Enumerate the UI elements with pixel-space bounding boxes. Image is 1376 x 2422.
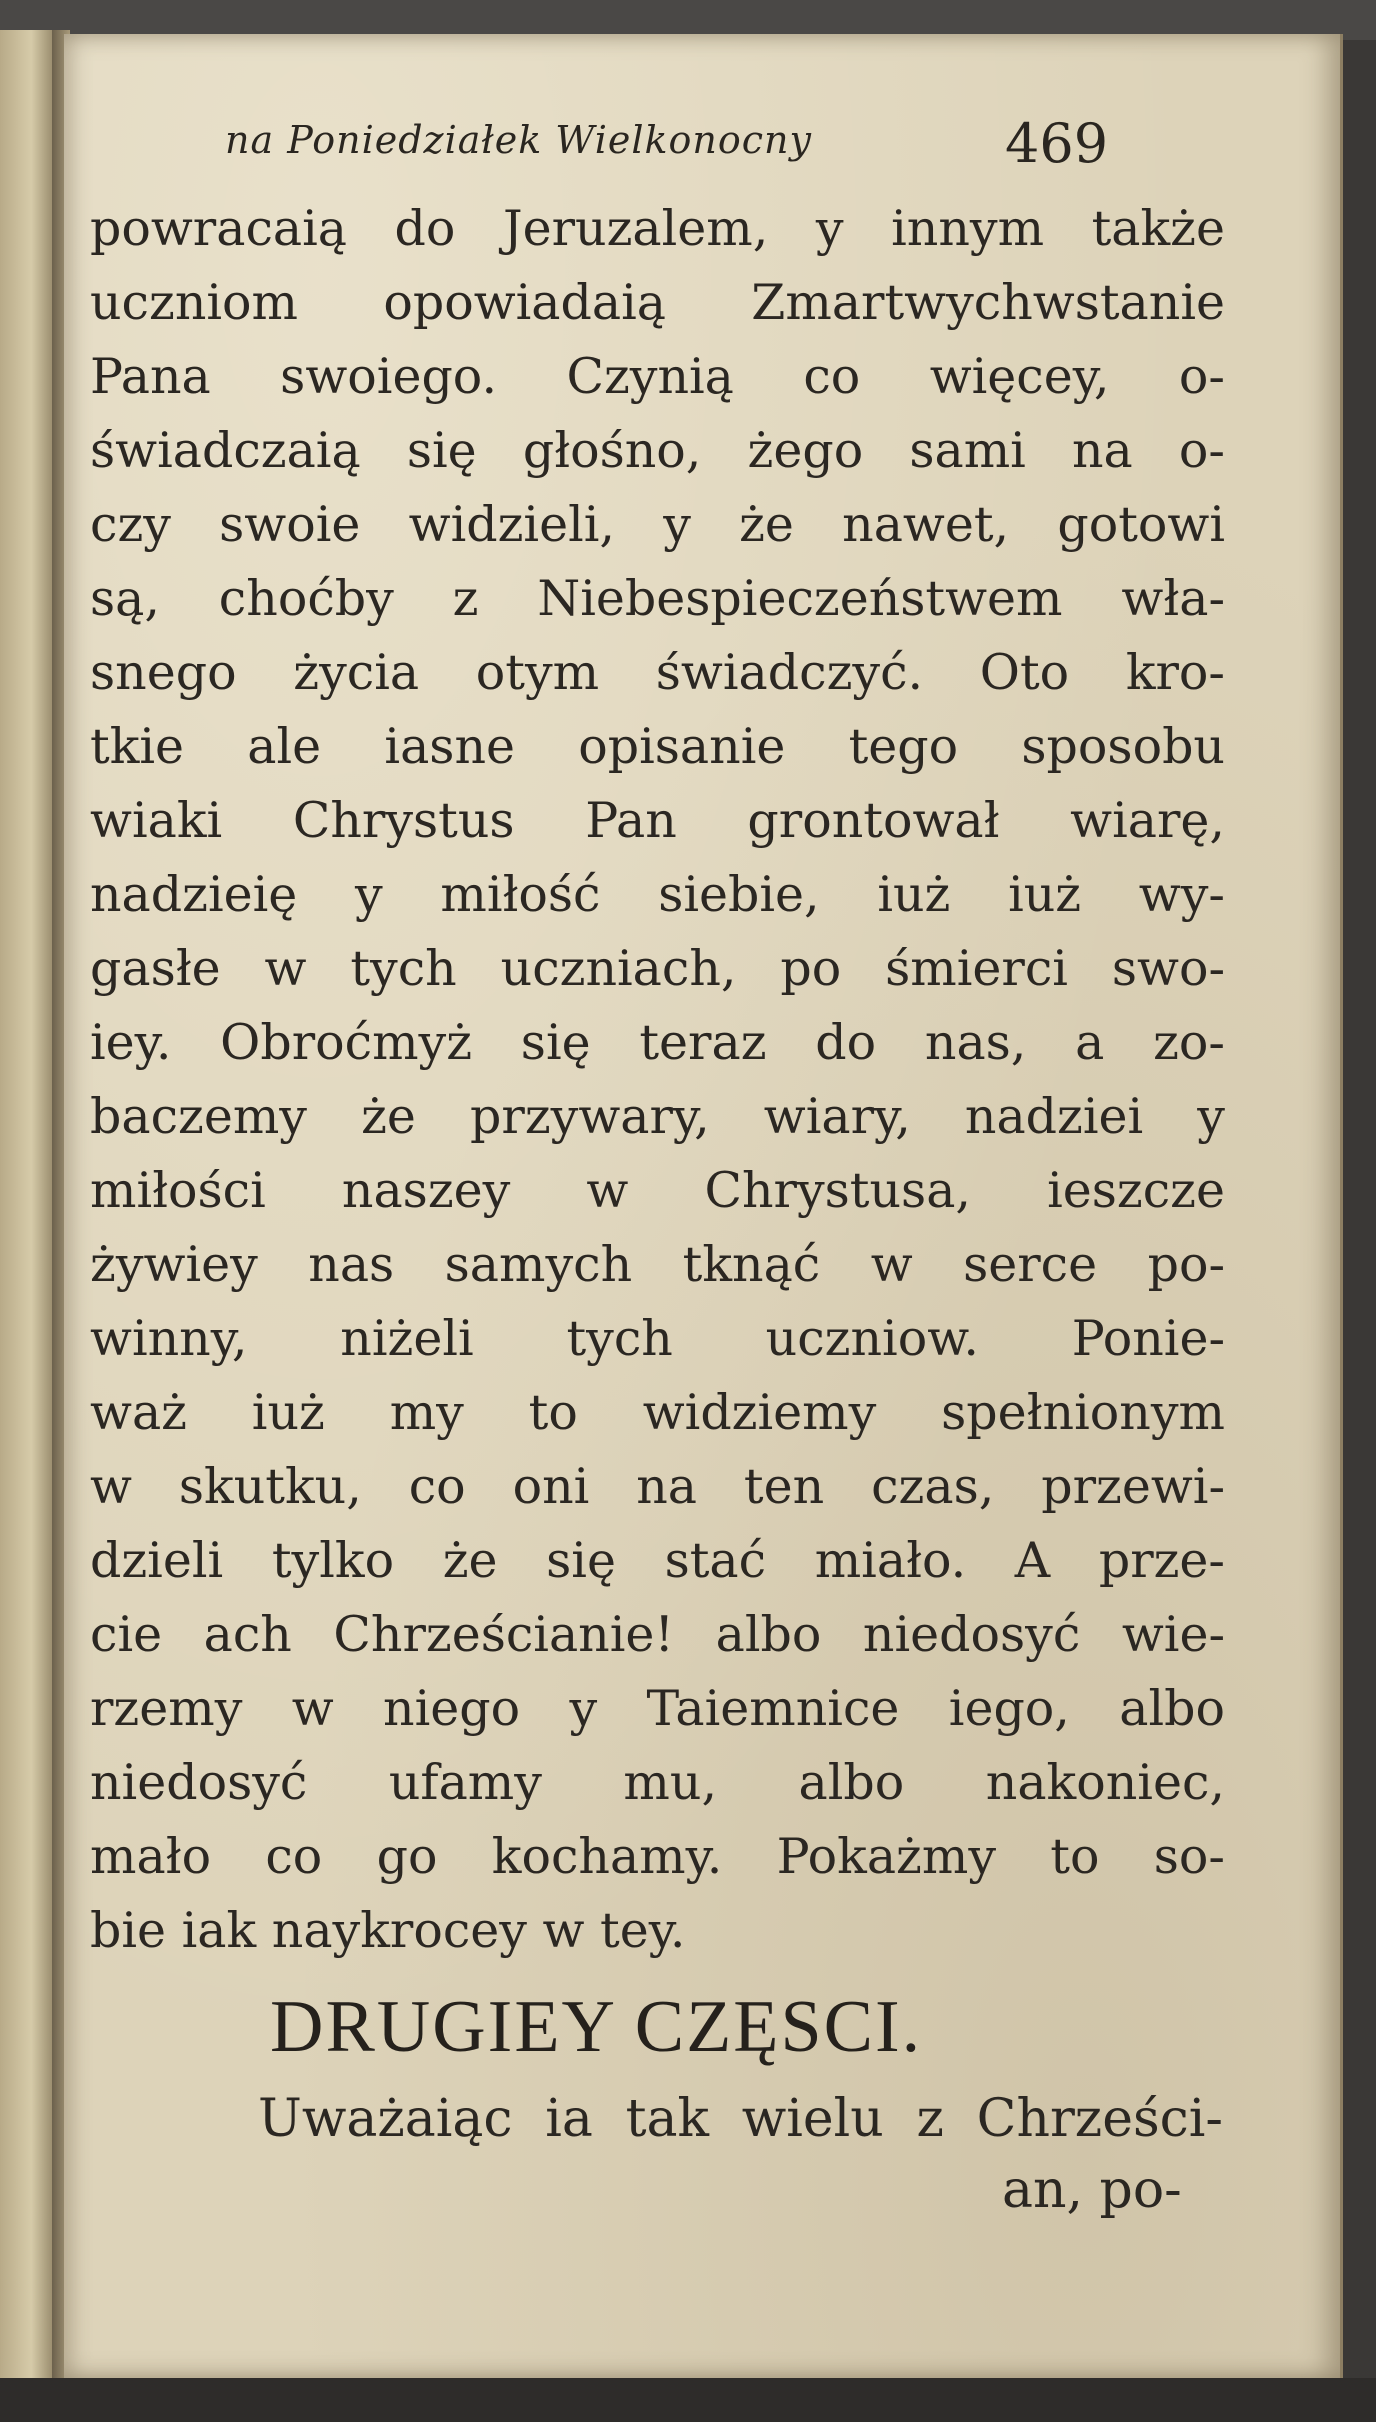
catchword: an, po-: [1002, 2160, 1182, 2220]
text-line: są, choćby z Niebespieczeństwem wła-: [90, 570, 1225, 627]
text-line: waż iuż my to widziemy spełnionym: [90, 1384, 1225, 1441]
running-head: na Poniedziałek Wielkonocny: [225, 118, 812, 162]
text-line: Pana swoiego. Czynią co więcey, o-: [90, 348, 1225, 405]
text-line: iey. Obroćmyż się teraz do nas, a zo-: [90, 1014, 1225, 1071]
page-number: 469: [1005, 112, 1109, 175]
text-line: nadzieię y miłość siebie, iuż iuż wy-: [90, 866, 1225, 923]
facing-page-edge: [0, 30, 54, 2380]
text-line: cie ach Chrześcianie! albo niedosyć wie-: [90, 1606, 1225, 1663]
text-line: dzieli tylko że się stać miało. A prze-: [90, 1532, 1225, 1589]
text-line: bie iak naykrocey w tey.: [90, 1902, 686, 1959]
text-line: wiaki Chrystus Pan grontował wiarę,: [90, 792, 1225, 849]
scan-background-bottom: [0, 2378, 1376, 2422]
text-line: snego życia otym świadczyć. Oto kro-: [90, 644, 1225, 701]
text-line: niedosyć ufamy mu, albo nakoniec,: [90, 1754, 1225, 1811]
text-line: winny, niżeli tych uczniow. Ponie-: [90, 1310, 1225, 1367]
text-line: świadczaią się głośno, żego sami na o-: [90, 422, 1225, 479]
text-line: baczemy że przywary, wiary, nadziei y: [90, 1088, 1225, 1145]
text-line: Uważaiąc ia tak wielu z Chrześci-: [258, 2089, 1223, 2149]
text-line: rzemy w niego y Taiemnice iego, albo: [90, 1680, 1225, 1737]
section-heading: DRUGIEY CZĘSCI.: [270, 1986, 923, 2068]
text-line: czy swoie widzieli, y że nawet, gotowi: [90, 496, 1225, 553]
body-text: [90, 192, 1225, 1968]
text-line: miłości naszey w Chrystusa, ieszcze: [90, 1162, 1225, 1219]
text-line: mało co go kochamy. Pokażmy to so-: [90, 1828, 1225, 1885]
text-line: powracaią do Jeruzalem, y innym także: [90, 200, 1225, 257]
text-line: gasłe w tych uczniach, po śmierci swo-: [90, 940, 1225, 997]
text-line: w skutku, co oni na ten czas, przewi-: [90, 1458, 1225, 1515]
text-line: uczniom opowiadaią Zmartwychwstanie: [90, 274, 1225, 331]
section-text: [258, 2082, 1223, 2156]
text-line: tkie ale iasne opisanie tego sposobu: [90, 718, 1225, 775]
text-line: żywiey nas samych tknąć w serce po-: [90, 1236, 1225, 1293]
